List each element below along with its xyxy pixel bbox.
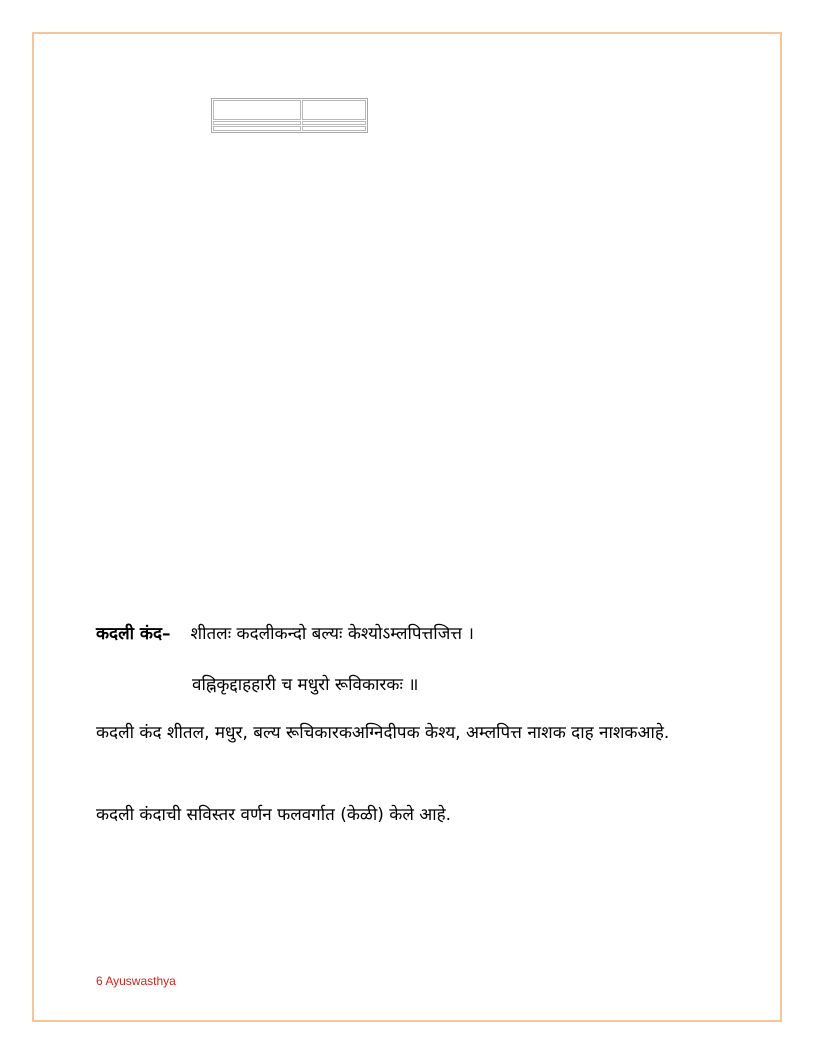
page-footer: 6 Ayuswasthya [96,974,176,988]
verse-text-1: शीतलः कदलीकन्दो बल्यः केश्योऽम्लपित्तजित्त । [190,624,474,644]
verse-line-2: वह्निकृद्दाहहारी च मधुरो रूविकारकः ॥ [192,675,419,695]
table-row [213,126,366,131]
verse-label: कदली कंद– [96,624,171,644]
table-row [213,121,366,125]
table-cell [302,100,366,120]
table-row [213,100,366,120]
table-cell [213,100,301,120]
empty-table [211,98,368,133]
table-cell [213,126,301,131]
verse-line-1 [96,621,474,647]
table-cell [302,121,366,125]
reference-paragraph: कदली कंदाची सविस्तर वर्णन फलवर्गात (केळी) केले आहे. [96,805,452,825]
description-paragraph: कदली कंद शीतल, मधुर, बल्य रूचिकारकअग्निदीपक केश्य, अम्लपित्त नाशक दाह नाशकआहे. [96,723,670,743]
table-cell [213,121,301,125]
page-border [32,32,782,1022]
table-cell [302,126,366,131]
